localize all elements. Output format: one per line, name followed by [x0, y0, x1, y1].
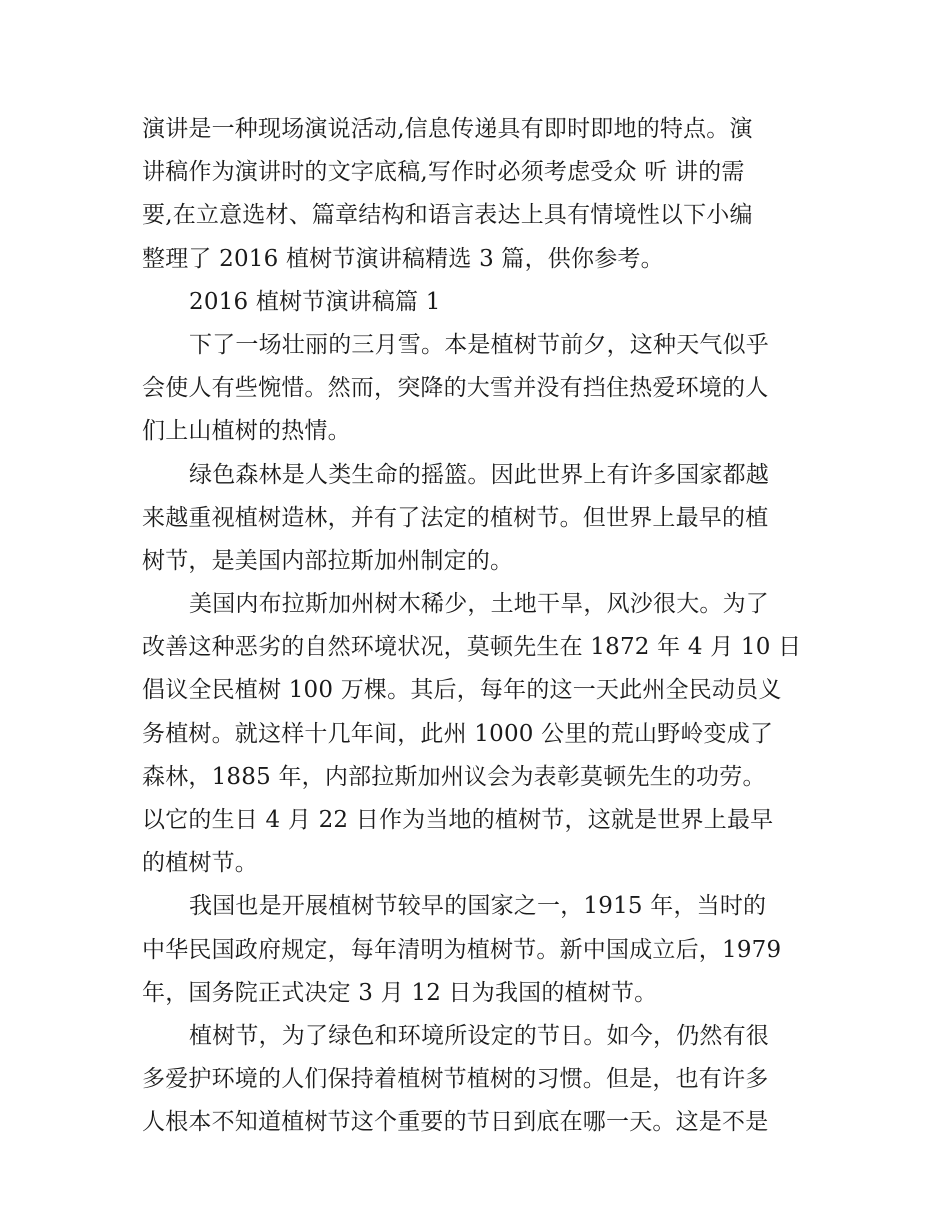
section-heading: 2016 植树节演讲稿篇 1: [189, 288, 441, 315]
intro-line-3: 要,在立意选材、篇章结构和语言表达上具有情境性以下小编: [142, 202, 753, 229]
document-body: [142, 108, 814, 1145]
paragraph-2-line-3: 树节，是美国内部拉斯加州制定的。: [142, 547, 514, 574]
paragraph-4-line-3: 年，国务院正式决定 3 月 12 日为我国的植树节。: [142, 979, 658, 1006]
paragraph-4-line-2: 中华民国政府规定，每年清明为植树节。新中国成立后，1979: [142, 936, 782, 963]
intro-line-1: 演讲是一种现场演说活动,信息传递具有即时即地的特点。演: [142, 116, 753, 142]
paragraph-1-line-1: 下了一场壮丽的三月雪。本是植树节前夕，这种天气似乎: [189, 331, 769, 358]
intro-line-4: 整理了 2016 植树节演讲稿精选 3 篇，供你参考。: [142, 245, 664, 272]
intro-line-2: 讲稿作为演讲时的文字底稿,写作时必须考虑受众 听 讲的需: [142, 159, 745, 186]
paragraph-5-line-3: 人根本不知道植树节这个重要的节日到底在哪一天。这是不是: [142, 1109, 769, 1136]
paragraph-3-line-4: 务植树。就这样十几年间，此州 1000 公里的荒山野岭变成了: [142, 720, 774, 747]
paragraph-1-line-3: 们上山植树的热情。: [142, 418, 351, 445]
paragraph-3-line-1: 美国内布拉斯加州树木稀少，土地干旱，风沙很大。为了: [189, 591, 769, 618]
paragraph-1-line-2: 会使人有些惋惜。然而，突降的大雪并没有挡住热爱环境的人: [142, 375, 769, 402]
paragraph-2-line-1: 绿色森林是人类生命的摇篮。因此世界上有许多国家都越: [189, 461, 769, 488]
paragraph-2-line-2: 来越重视植树造林，并有了法定的植树节。但世界上最早的植: [142, 504, 769, 531]
paragraph-3-line-6: 以它的生日 4 月 22 日作为当地的植树节，这就是世界上最早: [142, 807, 774, 833]
paragraph-3-line-3: 倡议全民植树 100 万棵。其后，每年的这一天此州全民动员义: [142, 677, 782, 704]
paragraph-3-line-7: 的植树节。: [142, 850, 258, 877]
paragraph-5-line-2: 多爱护环境的人们保持着植树节植树的习惯。但是，也有许多: [142, 1066, 769, 1093]
paragraph-4-line-1: 我国也是开展植树节较早的国家之一，1915 年，当时的: [189, 893, 767, 920]
paragraph-5-line-1: 植树节，为了绿色和环境所设定的节日。如今，仍然有很: [189, 1022, 769, 1049]
paragraph-3-line-2: 改善这种恶劣的自然环境状况，莫顿先生在 1872 年 4 月 10 日: [142, 634, 802, 661]
paragraph-3-line-5: 森林，1885 年，内部拉斯加州议会为表彰莫顿先生的功劳。: [142, 763, 766, 790]
